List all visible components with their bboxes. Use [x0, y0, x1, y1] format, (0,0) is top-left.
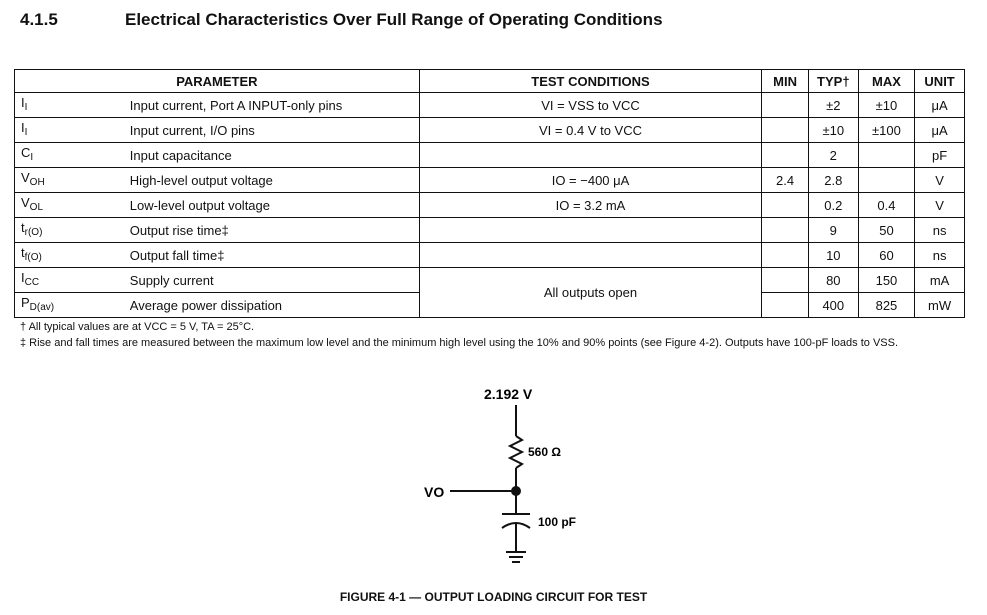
- symbol-base: t: [21, 245, 25, 260]
- symbol-base: I: [21, 120, 25, 135]
- value-max: ±100: [858, 118, 914, 143]
- parameter-description: Supply current: [122, 268, 419, 293]
- parameter-description: Output fall time‡: [122, 243, 419, 268]
- header-min: MIN: [762, 70, 809, 93]
- symbol-subscript: D(av): [29, 302, 55, 313]
- value-unit: V: [915, 193, 965, 218]
- test-condition: VI = VSS to VCC: [419, 93, 761, 118]
- value-typ: 80: [808, 268, 858, 293]
- value-min: 2.4: [762, 168, 809, 193]
- header-max: MAX: [858, 70, 914, 93]
- parameter-description: Output rise time‡: [122, 218, 419, 243]
- test-condition: VI = 0.4 V to VCC: [419, 118, 761, 143]
- value-unit: V: [915, 168, 965, 193]
- symbol-base: P: [21, 295, 30, 310]
- value-typ: 400: [808, 293, 858, 318]
- symbol-subscript: OL: [29, 202, 44, 213]
- output-node-label: VO: [424, 484, 445, 500]
- value-max: 50: [858, 218, 914, 243]
- figure-caption: FIGURE 4-1 — OUTPUT LOADING CIRCUIT FOR TEST: [339, 590, 648, 604]
- merged-test-condition: All outputs open: [419, 268, 761, 318]
- resistor-symbol: [510, 436, 522, 468]
- value-unit: ns: [915, 243, 965, 268]
- capacitor-label: 100 pF: [538, 515, 577, 529]
- value-unit: mA: [915, 268, 965, 293]
- parameter-description: High-level output voltage: [122, 168, 419, 193]
- footnote-dagger: † All typical values are at VCC = 5 V, TA = 25°C.: [20, 321, 255, 333]
- footnote-double-dagger: ‡ Rise and fall times are measured between the maximum low level and the minimum high level using the 10% and 90% points (see Figure 4-2). Outputs have 100-pF loads to VSS.: [20, 337, 899, 349]
- header-test-conditions: TEST CONDITIONS: [419, 70, 761, 93]
- value-unit: μA: [915, 118, 965, 143]
- value-typ: 2.8: [808, 168, 858, 193]
- header-unit: UNIT: [915, 70, 965, 93]
- header-typ: TYP†: [808, 70, 858, 93]
- test-condition: IO = 3.2 mA: [419, 193, 761, 218]
- value-typ: ±2: [808, 93, 858, 118]
- parameter-description: Low-level output voltage: [122, 193, 419, 218]
- value-typ: 10: [808, 243, 858, 268]
- value-typ: 2: [808, 143, 858, 168]
- parameter-description: Input current, I/O pins: [122, 118, 419, 143]
- parameter-description: Average power dissipation: [122, 293, 419, 318]
- parameter-description: Input capacitance: [122, 143, 419, 168]
- value-typ: ±10: [808, 118, 858, 143]
- symbol-subscript: CC: [24, 277, 40, 288]
- header-parameter: PARAMETER: [15, 70, 420, 93]
- symbol-subscript: f(O): [24, 252, 42, 263]
- symbol-base: t: [21, 220, 25, 235]
- value-unit: ns: [915, 218, 965, 243]
- parameter-description: Input current, Port A INPUT-only pins: [122, 93, 419, 118]
- symbol-subscript: r(O): [24, 227, 43, 238]
- symbol-base: I: [21, 270, 25, 285]
- symbol-base: V: [21, 195, 30, 210]
- value-max: 150: [858, 268, 914, 293]
- supply-voltage-label: 2.192 V: [484, 386, 533, 402]
- value-unit: pF: [915, 143, 965, 168]
- value-max: 0.4: [858, 193, 914, 218]
- value-unit: μA: [915, 93, 965, 118]
- value-typ: 9: [808, 218, 858, 243]
- value-max: 60: [858, 243, 914, 268]
- symbol-subscript: OH: [29, 177, 45, 188]
- symbol-subscript: I: [24, 102, 28, 113]
- symbol-base: V: [21, 170, 30, 185]
- value-max: ±10: [858, 93, 914, 118]
- value-typ: 0.2: [808, 193, 858, 218]
- symbol-base: C: [21, 145, 31, 160]
- value-unit: mW: [915, 293, 965, 318]
- section-number: 4.1.5: [20, 10, 58, 29]
- resistor-label: 560 Ω: [528, 445, 561, 459]
- symbol-subscript: I: [30, 152, 34, 163]
- value-max: 825: [858, 293, 914, 318]
- symbol-subscript: I: [24, 127, 28, 138]
- symbol-base: I: [21, 95, 25, 110]
- test-condition: IO = −400 μA: [419, 168, 761, 193]
- section-title: Electrical Characteristics Over Full Range of Operating Conditions: [125, 10, 663, 29]
